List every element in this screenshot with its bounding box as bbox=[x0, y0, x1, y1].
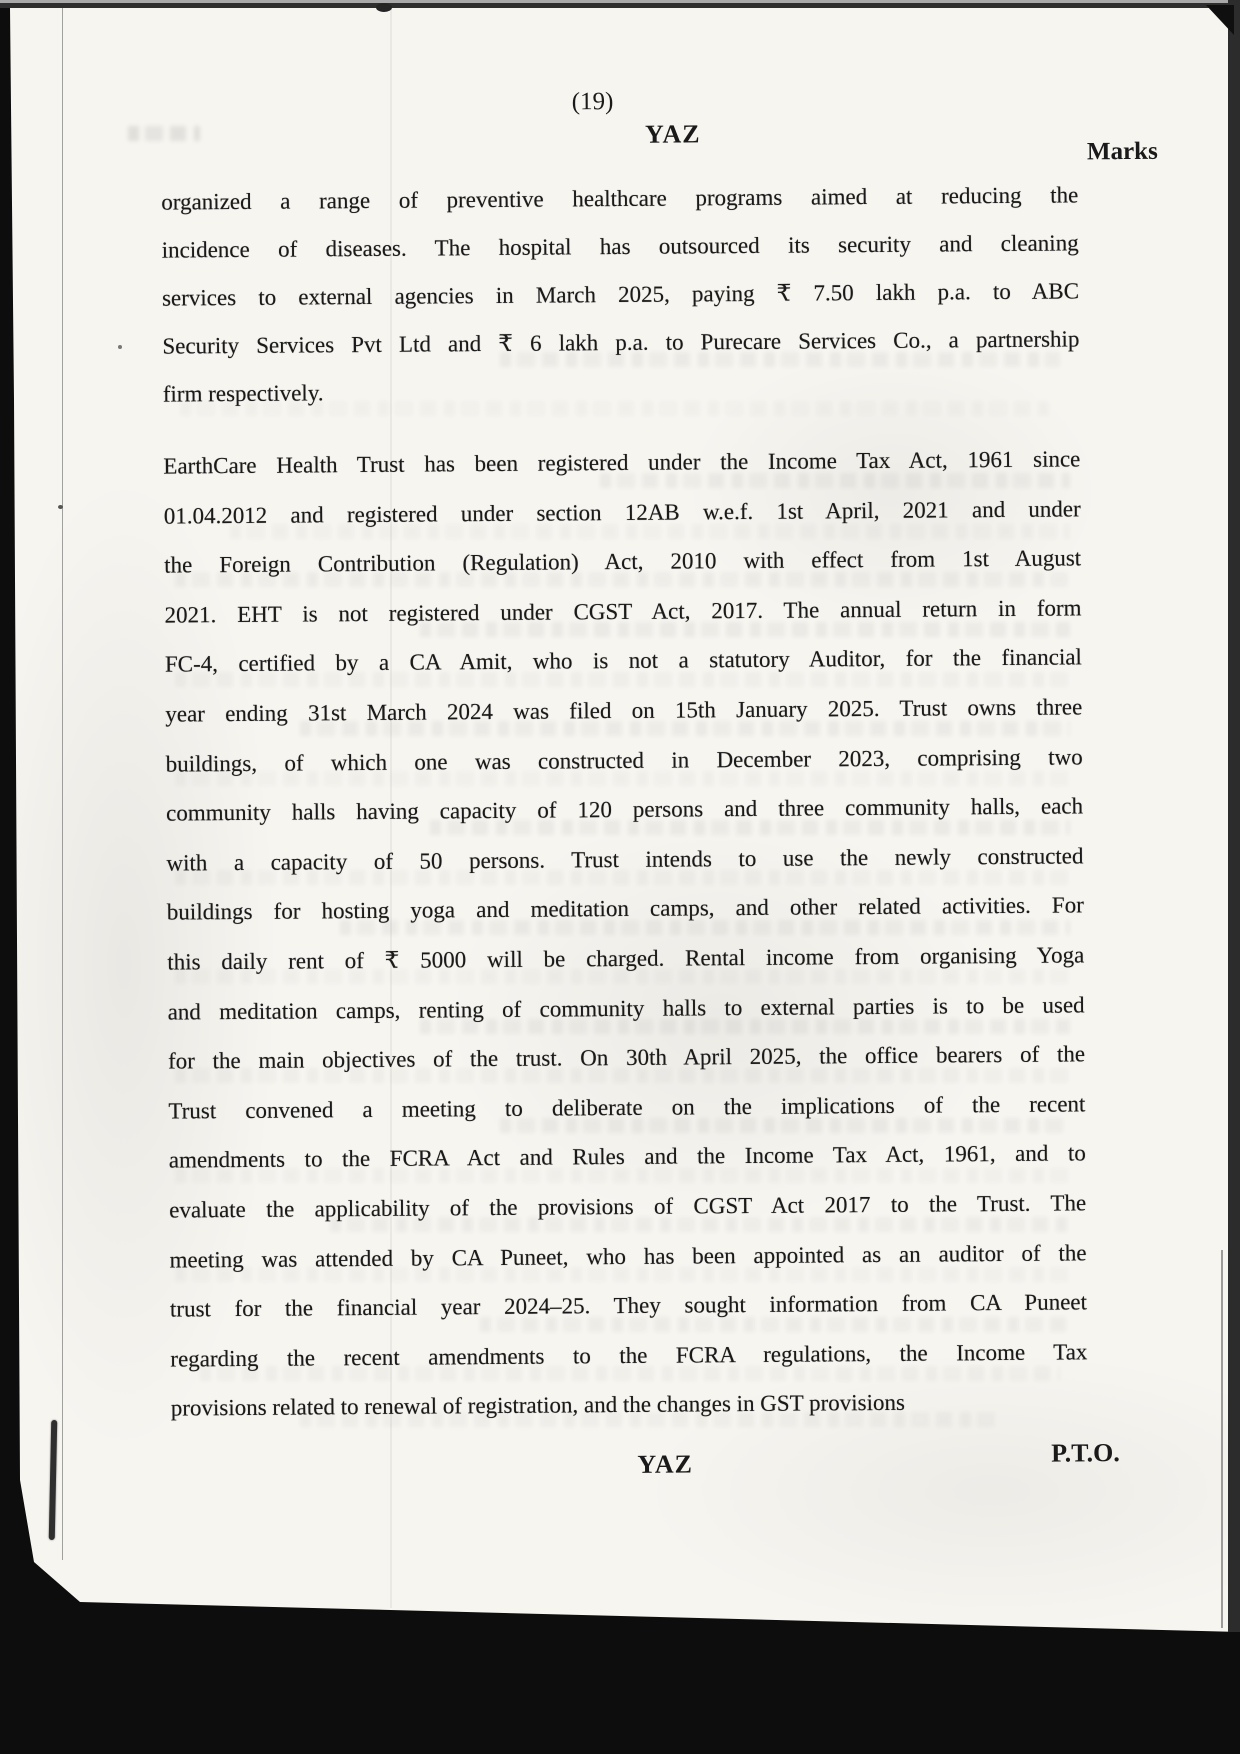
text-line: provisions related to renewal of registration, and the changes in GST provisions bbox=[170, 1390, 905, 1421]
text-line: Trust convened a meeting to deliberate on the implications of the recent bbox=[168, 1091, 1086, 1124]
text-line: EarthCare Health Trust has been registered under the Income Tax Act, 1961 since bbox=[163, 446, 1081, 479]
text-line: meeting was attended by CA Puneet, who has been appointed as an auditor of the bbox=[169, 1239, 1087, 1273]
text-line: for the main objectives of the trust. On 30th April 2025, the office bearers of the bbox=[167, 1041, 1086, 1074]
text-line: services to external agencies in March 2025, paying ₹ 7.50 lakh p.a. to ABC bbox=[161, 278, 1080, 311]
paper-code-header: YAZ bbox=[644, 119, 701, 149]
text-line: amendments to the FCRA Act and Rules and the Income Tax Act, 1961, and to bbox=[168, 1140, 1086, 1173]
text-line: incidence of diseases. The hospital has outsourced its security and cleaning bbox=[161, 230, 1079, 263]
page-number: (19) bbox=[571, 88, 614, 116]
text-line: the Foreign Contribution (Regulation) Act, 2010 with effect from 1st August bbox=[164, 545, 1082, 578]
text-line: evaluate the applicability of the provisions of CGST Act 2017 to the Trust. The bbox=[169, 1190, 1087, 1223]
paragraph-hospital-services bbox=[161, 171, 1080, 418]
text-line: 01.04.2012 and registered under section 12AB w.e.f. 1st April, 2021 and under bbox=[163, 495, 1081, 529]
text-line: trust for the financial year 2024–25. They sought information from CA Puneet bbox=[169, 1289, 1088, 1322]
paper-code-footer: YAZ bbox=[637, 1449, 694, 1479]
text-line: organized a range of preventive healthcare programs aimed at reducing the bbox=[161, 182, 1079, 215]
marks-column-label: Marks bbox=[1086, 137, 1158, 166]
text-line: with a capacity of 50 persons. Trust intends to use the newly constructed bbox=[166, 843, 1084, 876]
please-turn-over-label: P.T.O. bbox=[1051, 1438, 1120, 1468]
text-line: 2021. EHT is not registered under CGST Act, 2017. The annual return in form bbox=[164, 595, 1082, 628]
paragraph-earthcare-trust bbox=[163, 434, 1088, 1433]
text-line: FC-4, certified by a CA Amit, who is not a statutory Auditor, for the financial bbox=[164, 644, 1082, 677]
text-line: and meditation camps, renting of community halls to external parties is to be used bbox=[167, 991, 1085, 1025]
text-line: this daily rent of ₹ 5000 will be charged. Rental income from organising Yoga bbox=[167, 942, 1085, 975]
text-line: regarding the recent amendments to the FCRA regulations, the Income Tax bbox=[170, 1339, 1088, 1372]
text-line: community halls having capacity of 120 persons and three community halls, each bbox=[165, 793, 1084, 826]
text-line: Security Services Pvt Ltd and ₹ 6 lakh p.a. to Purecare Services Co., a partnership bbox=[162, 326, 1080, 359]
text-line: buildings, of which one was constructed in December 2023, comprising two bbox=[165, 743, 1083, 777]
text-line: firm respectively. bbox=[162, 380, 324, 407]
text-line: buildings for hosting yoga and meditation camps, and other related activities. For bbox=[166, 892, 1084, 925]
text-line: year ending 31st March 2024 was filed on 15th January 2025. Trust owns three bbox=[165, 694, 1083, 727]
